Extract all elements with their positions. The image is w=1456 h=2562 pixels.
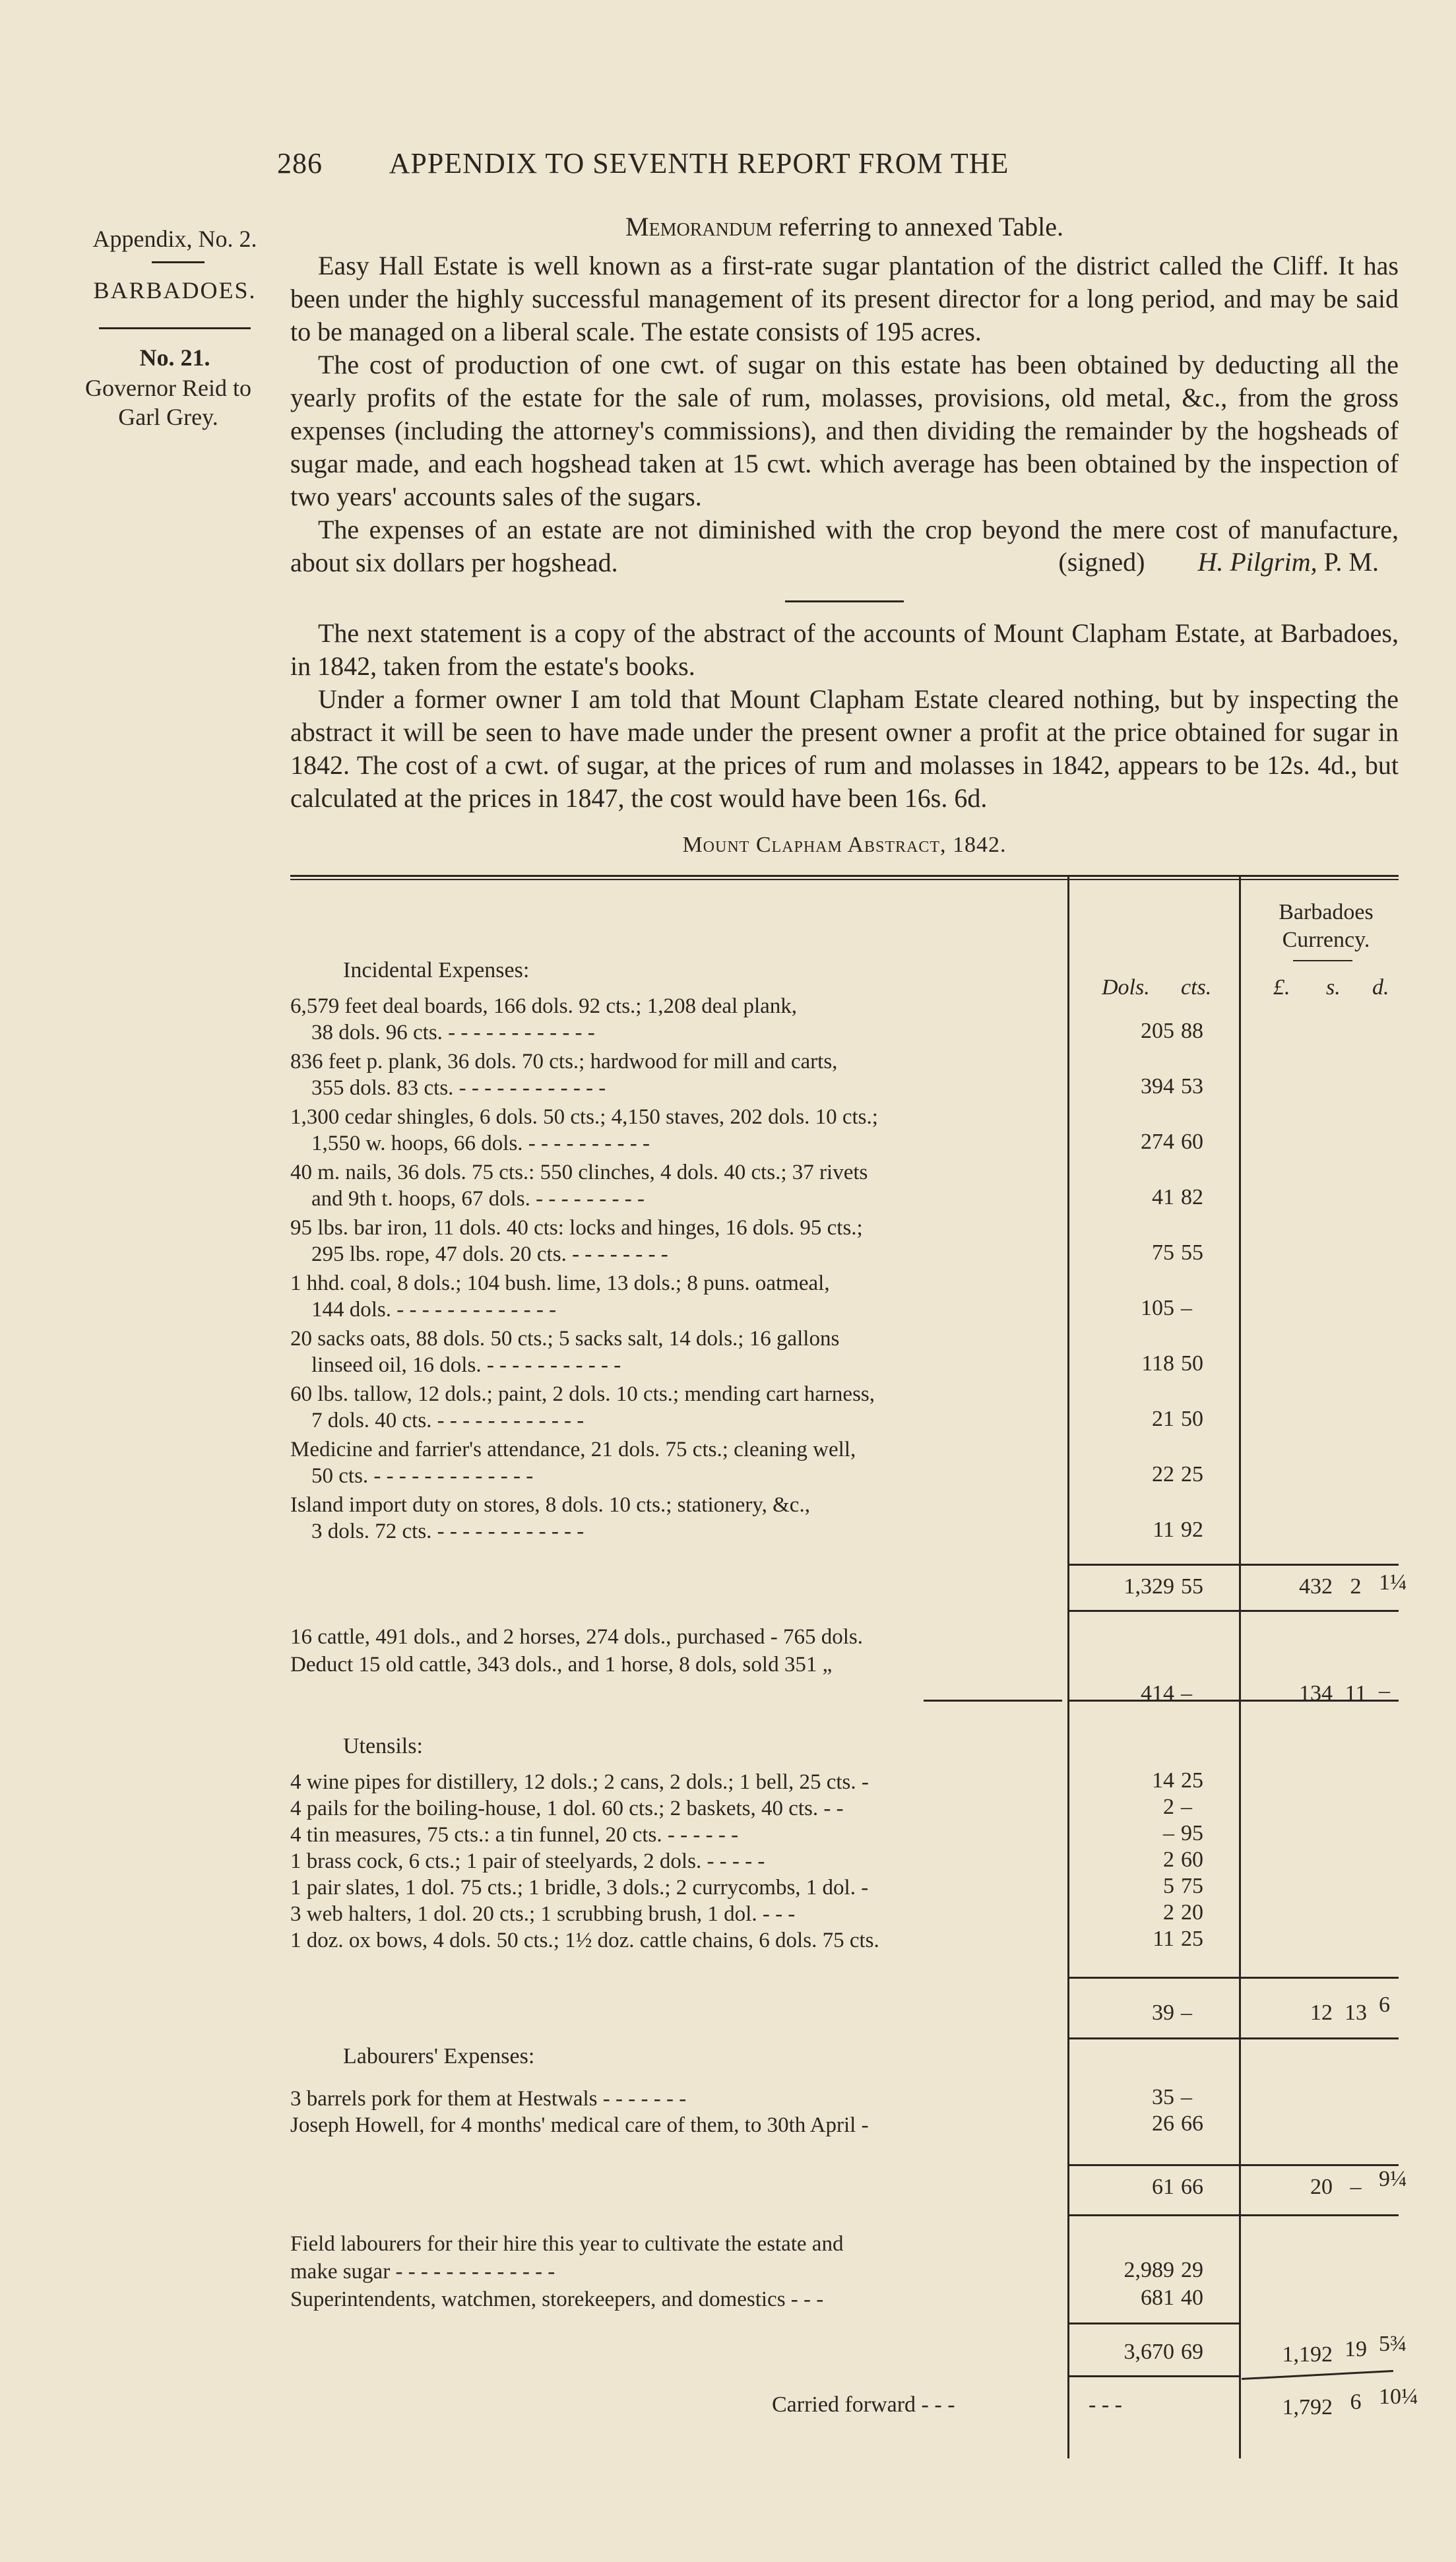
subtotal-rule [1069,2214,1399,2216]
utensil-item-dols: 14 [1152,1768,1174,1793]
cattle-total-shillings: 11 [1345,1681,1367,1706]
incidental-item-line2: 50 cts. - - - - - - - - - - - - - [311,1464,534,1488]
incidental-item-cts: 55 [1181,1240,1203,1265]
intro-paragraph: The next statement is a copy of the abstract of the accounts of Mount Clapham Estate, at Barbadoes, in 1842, taken from the estate's books. [290,618,1399,681]
incidental-total-cts: 55 [1181,1574,1203,1599]
incidental-item-line2: 3 dols. 72 cts. - - - - - - - - - - - - [311,1520,585,1543]
section-incidental: Incidental Expenses: [343,958,530,982]
utensil-item-dols: 5 [1163,1874,1174,1898]
incidental-item-line1: 1 hhd. coal, 8 dols.; 104 bush. lime, 13 dols.; 8 puns. oatmeal, [290,1271,830,1295]
margin-appendix: Appendix, No. 2. [92,226,257,252]
cattle-total-cts: – [1181,1681,1192,1706]
memo-paragraph: The cost of production of one cwt. of sugar on this estate has been obtained by deducting all the yearly profits of the estate for the sale of rum, molasses, provisions, old metal, &c., from the gross expenses (including the attorney's commissions), and then dividing the remainder by the hogsheads of sugar made, and each hogshead taken at 15 cwt. which average has been obtained by the inspection of two years' accounts sales of the sugars. [290,350,1399,511]
subtotal-rule [1069,2164,1399,2166]
section-utensils: Utensils: [343,1734,423,1758]
utensil-item: 1 pair slates, 1 dol. 75 cts.; 1 bridle, 3 dols.; 2 currycombs, 1 dol. - [290,1876,869,1900]
incidental-item-dols: 41 [1152,1185,1174,1209]
field-labourers-line1: Field labourers for their hire this year to cultivate the estate and [290,2232,844,2256]
incidental-item-cts: 92 [1181,1518,1203,1542]
margin-number: No. 21. [139,344,210,371]
cattle-sold: Deduct 15 old cattle, 343 dols., and 1 horse, 8 dols, sold 351 „ [290,1653,833,1677]
cattle-rule [924,1700,1062,1702]
utensil-item: 1 doz. ox bows, 4 dols. 50 cts.; 1½ doz. cattle chains, 6 dols. 75 cts. [290,1929,879,1952]
utensil-item: 4 pails for the boiling-house, 1 dol. 60 cts.; 2 baskets, 40 cts. - - [290,1797,844,1820]
utensil-item-cts: 95 [1181,1821,1203,1845]
memo-title: Memorandum referring to annexed Table. [625,212,1064,241]
subtotal-rule [1069,2037,1399,2039]
incidental-item-line2: 355 dols. 83 cts. - - - - - - - - - - - - [311,1076,606,1100]
incidental-item-line1: Medicine and farrier's attendance, 21 dols. 75 cts.; cleaning well, [290,1438,856,1461]
table-top-rule [290,879,1399,880]
utensil-item-cts: 60 [1181,1847,1203,1872]
incidental-item-line1: 20 sacks oats, 88 dols. 50 cts.; 5 sacks salt, 14 dols.; 16 gallons [290,1327,840,1351]
cattle-purchased: 16 cattle, 491 dols., and 2 horses, 274 dols., purchased - 765 dols. [290,1625,863,1649]
intro-body [290,617,1399,815]
section-rule [785,600,904,602]
cattle-total-pounds: 134 [1299,1681,1333,1706]
carried-shillings: 6 [1350,2390,1362,2414]
superintendents: Superintendents, watchmen, storekeepers, and domestics - - - [290,2288,824,2311]
memo-signature: (signed) H. Pilgrim, P. M. [1058,547,1379,577]
super-dols: 681 [1141,2286,1174,2310]
memo-body [290,249,1399,579]
page-header [277,146,1009,180]
utensil-item-dols: 11 [1153,1927,1174,1951]
shillings-header: s. [1326,975,1341,1000]
hire-total-pence: 5¾ [1379,2332,1407,2356]
incidental-total-pounds: 432 [1299,1574,1333,1599]
incidental-item-line1: 60 lbs. tallow, 12 dols.; paint, 2 dols. 10 cts.; mending cart harness, [290,1382,875,1406]
page-number: 286 [277,147,323,179]
table-top-rule [290,875,1399,877]
cts-header: cts. [1181,975,1212,1000]
incidental-item-line1: 6,579 feet deal boards, 166 dols. 92 cts.; 1,208 deal plank, [290,994,798,1018]
pence-header: d. [1372,975,1389,1000]
incidental-item-line2: 38 dols. 96 cts. - - - - - - - - - - - - [311,1021,595,1044]
labourers-total-dols: 61 [1152,2175,1174,2199]
intro-paragraph: Under a former owner I am told that Mount Clapham Estate cleared nothing, but by inspecting the abstract it will be seen to have made under the present owner a profit at the price obtained for sugar in 1842. The cost of a cwt. of sugar, at the prices of rum and molasses in 1842, appears to be 12s. 4d., but calculated at the prices in 1847, the cost would have been 16s. 6d. [290,684,1399,813]
utensils-total-shillings: 13 [1345,2001,1367,2025]
incidental-item-dols: 21 [1152,1407,1174,1431]
incidental-total-shillings: 2 [1350,1574,1362,1599]
utensil-item-cts: 25 [1181,1927,1203,1951]
incidental-item-line1: 836 feet p. plank, 36 dols. 70 cts.; hardwood for mill and carts, [290,1050,838,1073]
column-rule [1239,875,1241,2458]
cattle-total-dols: 414 [1141,1681,1174,1706]
incidental-item-line1: 40 m. nails, 36 dols. 75 cts.: 550 clinches, 4 dols. 40 cts.; 37 rivets [290,1161,868,1184]
currency-rule [1242,2370,1393,2380]
incidental-item-line2: 1,550 w. hoops, 66 dols. - - - - - - - - - - [311,1132,650,1155]
memo-paragraph: Easy Hall Estate is well known as a first-rate sugar plantation of the district called the Cliff. It has been under the highly successful management of its present director for a long period, and may be said to be managed on a liberal scale. The estate consists of 195 acres. [290,251,1399,346]
utensil-item-cts: – [1181,1795,1192,1819]
subtotal-rule [1069,2322,1240,2324]
incidental-item-dols: 274 [1141,1130,1174,1154]
hire-total-shillings: 19 [1345,2337,1367,2361]
margin-region: BARBADOES. [93,277,257,304]
incidental-item-dols: 394 [1141,1074,1174,1099]
section-labourers: Labourers' Expenses: [343,2044,535,2068]
carried-forward-dashes: - - - [1089,2392,1122,2417]
utensil-item: 1 brass cock, 6 cts.; 1 pair of steelyards, 2 dols. - - - - - [290,1849,765,1873]
labourer-item-dols: 35 [1152,2085,1174,2109]
utensil-item-dols: – [1163,1821,1174,1845]
incidental-item-dols: 105 [1141,1296,1174,1320]
labourer-item-cts: – [1181,2085,1192,2109]
hire-total-pounds: 1,192 [1282,2342,1333,2367]
incidental-total-dols: 1,329 [1124,1574,1174,1599]
margin-rule [99,327,251,329]
field-cts: 29 [1181,2258,1203,2282]
incidental-item-dols: 205 [1141,1019,1174,1043]
page-title: APPENDIX TO SEVENTH REPORT FROM THE [389,147,1009,179]
incidental-item-cts: 53 [1181,1074,1203,1099]
labourers-total-pence: 9¼ [1379,2167,1407,2191]
incidental-item-dols: 11 [1153,1518,1174,1542]
utensil-item-cts: 20 [1181,1900,1203,1925]
incidental-item-line1: Island import duty on stores, 8 dols. 10 cts.; stationery, &c., [290,1493,810,1517]
labourers-total-pounds: 20 [1310,2175,1333,2199]
utensil-item: 4 wine pipes for distillery, 12 dols.; 2 cans, 2 dols.; 1 bell, 25 cts. - [290,1770,869,1794]
incidental-item-cts: – [1181,1296,1192,1320]
subtotal-rule [1069,1610,1399,1612]
memo-paragraph: The expenses of an estate are not diminished with the crop beyond the mere cost of manufacture, about six dollars per hogshead. [290,515,1399,577]
incidental-item-dols: 22 [1152,1462,1174,1487]
hire-total-cts: 69 [1181,2340,1203,2364]
carried-pounds: 1,792 [1282,2395,1333,2419]
utensil-item-dols: 2 [1163,1847,1174,1872]
currency-header: Barbadoes Currency. [1279,900,1374,952]
labourers-total-cts: 66 [1181,2175,1203,2199]
field-dols: 2,989 [1124,2258,1174,2282]
super-cts: 40 [1181,2286,1203,2310]
incidental-item-line1: 1,300 cedar shingles, 6 dols. 50 cts.; 4,150 staves, 202 dols. 10 cts.; [290,1105,878,1129]
labourer-item: 3 barrels pork for them at Hestwals - - - - - - - [290,2087,687,2111]
incidental-item-line1: 95 lbs. bar iron, 11 dols. 40 cts: locks and hinges, 16 dols. 95 cts.; [290,1216,863,1240]
utensils-total-pence: 6 [1379,1993,1390,2017]
incidental-item-cts: 88 [1181,1019,1203,1043]
hire-total-dols: 3,670 [1124,2340,1174,2364]
utensils-total-dols: 39 [1152,2001,1174,2025]
cattle-total-pence: – [1379,1679,1390,1703]
labourer-item-cts: 66 [1181,2111,1203,2136]
utensils-total-pounds: 12 [1310,2001,1333,2025]
dols-header: Dols. [1102,975,1150,1000]
incidental-item-line2: linseed oil, 16 dols. - - - - - - - - - - - [311,1353,621,1377]
subtotal-rule [1069,2375,1240,2377]
utensils-total-cts: – [1181,2001,1192,2025]
field-labourers-line2: make sugar - - - - - - - - - - - - - [290,2260,555,2284]
utensil-item-dols: 2 [1163,1900,1174,1925]
carried-forward-label: Carried forward - - - [772,2392,955,2417]
pounds-header: £. [1273,975,1290,1000]
header-rule [1293,960,1352,961]
labourer-item: Joseph Howell, for 4 months' medical care of them, to 30th April - [290,2113,869,2137]
incidental-item-cts: 82 [1181,1185,1203,1209]
incidental-item-line2: 144 dols. - - - - - - - - - - - - - [311,1298,557,1322]
utensil-item-dols: 2 [1163,1795,1174,1819]
subtotal-rule [1069,1977,1399,1979]
utensil-item: 4 tin measures, 75 cts.: a tin funnel, 20 cts. - - - - - - [290,1823,739,1847]
labourers-total-shillings: – [1350,2175,1362,2199]
carried-pence: 10¼ [1379,2385,1418,2409]
incidental-item-line2: 7 dols. 40 cts. - - - - - - - - - - - - [311,1409,585,1432]
incidental-total-pence: 1¼ [1379,1570,1407,1595]
incidental-item-dols: 118 [1141,1351,1174,1376]
incidental-item-dols: 75 [1152,1240,1174,1265]
incidental-item-cts: 50 [1181,1351,1203,1376]
abstract-title: Mount Clapham Abstract, 1842. [682,833,1007,857]
incidental-item-line2: 295 lbs. rope, 47 dols. 20 cts. - - - - - - - - [311,1242,668,1266]
subtotal-rule [1069,1564,1399,1566]
incidental-item-cts: 50 [1181,1407,1203,1431]
margin-from-to: Governor Reid to Garl Grey. [85,375,251,430]
margin-rule [152,261,205,263]
utensil-item-cts: 75 [1181,1874,1203,1898]
utensil-item-cts: 25 [1181,1768,1203,1793]
incidental-item-cts: 25 [1181,1462,1203,1487]
labourer-item-dols: 26 [1152,2111,1174,2136]
incidental-item-line2: and 9th t. hoops, 67 dols. - - - - - - - - - [311,1187,645,1211]
incidental-item-cts: 60 [1181,1130,1203,1154]
utensil-item: 3 web halters, 1 dol. 20 cts.; 1 scrubbing brush, 1 dol. - - - [290,1902,796,1926]
